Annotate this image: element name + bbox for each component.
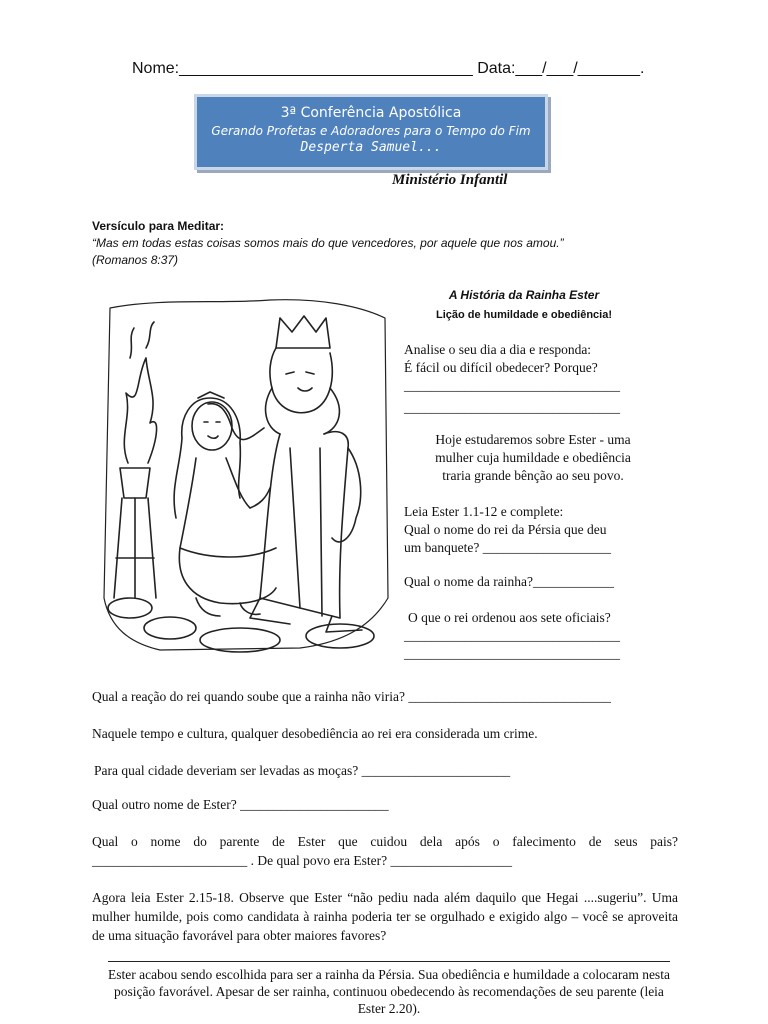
parente-line-1: Qual o nome do parente de Ester que cuidou dela após o falecimento de seus pais? (92, 834, 678, 849)
intro-line-3: traria grande bênção ao seu povo. (442, 468, 624, 483)
intro-line-1: Hoje estudaremos sobre Ester - uma (435, 432, 631, 447)
intro-line-2: mulher cuja humildade e obediência (435, 450, 631, 465)
rainha-question[interactable]: Qual o nome da rainha?____________ (404, 574, 614, 589)
leia-line-1: Leia Ester 1.1-12 e complete: (404, 504, 564, 519)
verse-reference: (Romanos 8:37) (92, 253, 179, 267)
agora-paragraph: Agora leia Ester 2.15-18. Observe que Ester “não pediu nada além daquilo que Hegai ....sugeriu”. Uma mulher humilde, pois como candidata à rainha poderia ter se orgulhado e exigido algo – você se aproveita de uma situação favorável para obter maiores favores? (92, 890, 678, 943)
answer-line[interactable]: ________________________________ (404, 378, 620, 393)
ordenou-question (404, 609, 674, 663)
leia-line-2: Qual o nome do rei da Pérsia que deu (404, 522, 607, 537)
intro-box (404, 431, 674, 485)
footer-text: Ester acabou sendo escolhida para ser a rainha da Pérsia. Sua obediência e humildade a colocaram nesta posição favorável. Apesar de ser rainha, continuou obedecendo às recomendações de seu parente (leia Ester 2.20). (108, 967, 670, 1016)
reacao-question[interactable]: Qual a reação do rei quando soube que a rainha não viria? ______________________________ (92, 689, 611, 704)
ordenou-line: O que o rei ordenou aos sete oficiais? (408, 610, 611, 625)
ministry-label: Ministério Infantil (392, 172, 508, 188)
story-title: A História da Rainha Ester (448, 288, 600, 302)
outro-nome-question[interactable]: Qual outro nome de Ester? ______________________ (92, 797, 389, 812)
parente-question (92, 832, 678, 870)
analise-question (404, 341, 674, 417)
story-subtitle: Lição de humildade e obediência! (435, 309, 613, 321)
cidade-question[interactable]: Para qual cidade deveriam ser levadas as moças? ______________________ (94, 763, 511, 778)
leia-question (404, 503, 674, 557)
king-crowning-esther-illustration (100, 298, 390, 668)
banner-motto: Desperta Samuel... (300, 140, 442, 155)
answer-line[interactable]: ________________________________ (404, 400, 620, 415)
answer-line[interactable]: ________________________________ (404, 628, 620, 643)
verse-text: “Mas em todas estas coisas somos mais do que vencedores, por aquele que nos amou.” (92, 236, 564, 250)
banner-subtitle: Gerando Profetas e Adoradores para o Tempo do Fim (211, 124, 531, 138)
conference-banner (194, 94, 548, 170)
cultura-text: Naquele tempo e cultura, qualquer desobediência ao rei era considerada um crime. (92, 726, 538, 741)
analise-line-2: É fácil ou difícil obedecer? Porque? (404, 360, 598, 375)
divider (108, 961, 670, 962)
leia-line-3[interactable]: um banquete? ___________________ (404, 540, 611, 555)
answer-line[interactable]: ________________________________ (404, 646, 620, 661)
verse-heading: Versículo para Meditar: (92, 219, 225, 233)
parente-line-2[interactable]: _______________________ . De qual povo era Ester? __________________ (92, 853, 512, 868)
story-column (404, 288, 674, 663)
name-date-line: Nome:_________________________________ Data:___/___/_______. (132, 60, 645, 77)
verse-section (92, 218, 692, 269)
analise-line-1: Analise o seu dia a dia e responda: (404, 342, 592, 357)
banner-title: 3ª Conferência Apostólica (280, 105, 462, 121)
